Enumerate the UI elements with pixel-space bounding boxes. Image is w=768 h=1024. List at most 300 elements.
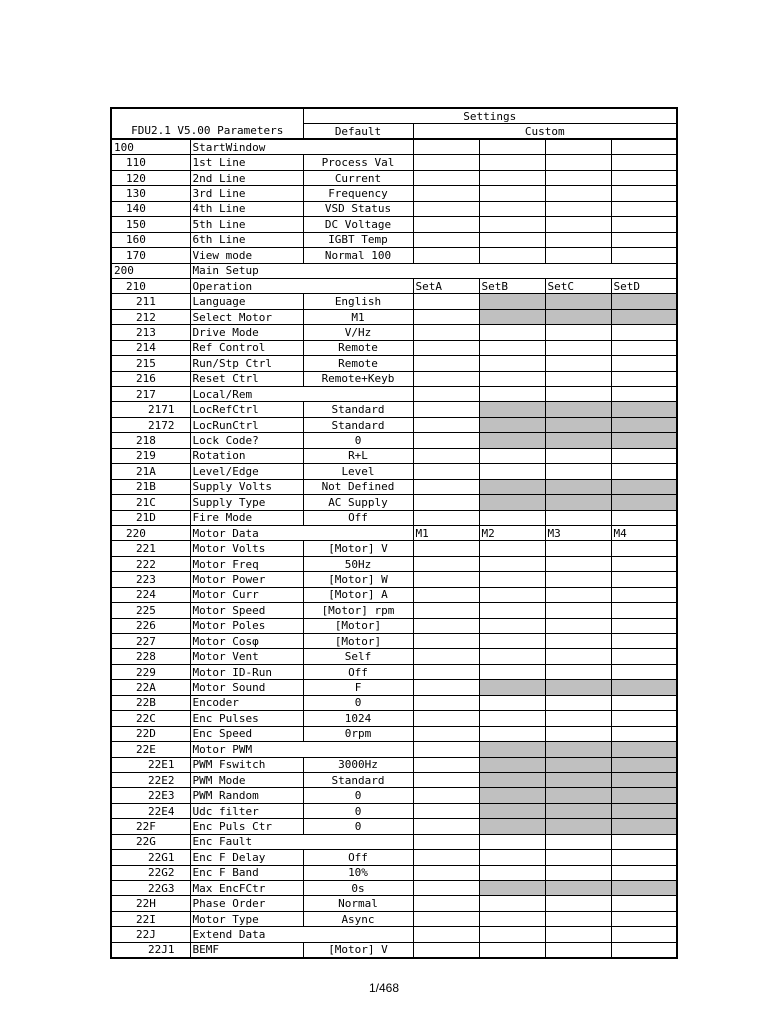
table-row (111, 788, 677, 803)
custom-cell (545, 217, 611, 232)
custom-cell (611, 603, 677, 618)
custom-cell (611, 757, 677, 772)
table-row (111, 819, 677, 834)
table-row (111, 896, 677, 911)
custom-cell (611, 417, 677, 432)
table-row (111, 201, 677, 216)
table-row (111, 834, 677, 849)
custom-cell (413, 664, 479, 679)
custom-cell (611, 387, 677, 402)
table-row (111, 772, 677, 787)
parameter-code: 214 (111, 340, 190, 355)
header-row-columns (111, 124, 677, 140)
table-row (111, 248, 677, 263)
parameter-name: Max EncFCtr (190, 881, 303, 896)
table-row (111, 186, 677, 201)
parameter-code: 222 (111, 556, 190, 571)
default-value: Off (303, 850, 413, 865)
custom-cell (611, 495, 677, 510)
custom-cell (545, 927, 611, 942)
parameter-name: PWM Random (190, 788, 303, 803)
table-row (111, 170, 677, 185)
custom-cell (545, 618, 611, 633)
default-value: VSD Status (303, 201, 413, 216)
custom-cell (479, 618, 545, 633)
parameter-code: 22G (111, 834, 190, 849)
custom-cell (545, 248, 611, 263)
set-header: SetB (479, 278, 545, 293)
parameter-code: 160 (111, 232, 190, 247)
default-value: 50Hz (303, 556, 413, 571)
table-row (111, 541, 677, 556)
table-row (111, 726, 677, 741)
parameter-code: 221 (111, 541, 190, 556)
custom-cell (479, 448, 545, 463)
custom-cell (545, 510, 611, 525)
custom-cell (413, 556, 479, 571)
default-value: Off (303, 510, 413, 525)
table-row (111, 278, 677, 293)
table-row (111, 155, 677, 170)
parameter-code: 22G3 (111, 881, 190, 896)
custom-cell (611, 170, 677, 185)
parameter-name: Ref Control (190, 340, 303, 355)
parameter-code: 21B (111, 479, 190, 494)
custom-cell (413, 417, 479, 432)
custom-cell (413, 309, 479, 324)
custom-cell (611, 510, 677, 525)
custom-cell (413, 587, 479, 602)
default-value: Normal 100 (303, 248, 413, 263)
table-row (111, 464, 677, 479)
custom-cell (413, 479, 479, 494)
custom-cell (545, 803, 611, 818)
custom-cell (479, 556, 545, 571)
default-value: 0 (303, 788, 413, 803)
custom-cell (479, 603, 545, 618)
set-header: M3 (545, 525, 611, 540)
parameter-code: 218 (111, 433, 190, 448)
custom-cell (479, 232, 545, 247)
table-row (111, 572, 677, 587)
custom-cell (413, 649, 479, 664)
custom-cell (413, 680, 479, 695)
parameter-name: StartWindow (190, 139, 413, 155)
set-header: SetD (611, 278, 677, 293)
custom-cell (545, 340, 611, 355)
parameter-name: Motor Sound (190, 680, 303, 695)
parameter-code: 150 (111, 217, 190, 232)
table-row (111, 556, 677, 571)
custom-cell (545, 726, 611, 741)
custom-cell (545, 634, 611, 649)
custom-cell (545, 757, 611, 772)
table-row (111, 634, 677, 649)
parameter-name: Fire Mode (190, 510, 303, 525)
custom-cell (479, 865, 545, 880)
parameter-code: 22J (111, 927, 190, 942)
default-value: F (303, 680, 413, 695)
custom-cell (413, 572, 479, 587)
parameter-name: LocRunCtrl (190, 417, 303, 432)
parameter-code: 22E4 (111, 803, 190, 818)
default-value: IGBT Temp (303, 232, 413, 247)
custom-cell (545, 495, 611, 510)
custom-cell (413, 139, 479, 155)
custom-cell (545, 896, 611, 911)
custom-cell (479, 417, 545, 432)
custom-cell (413, 402, 479, 417)
parameter-name: Select Motor (190, 309, 303, 324)
default-value: English (303, 294, 413, 309)
custom-cell (611, 186, 677, 201)
custom-cell (611, 448, 677, 463)
parameter-code: 22E2 (111, 772, 190, 787)
parameter-name: 2nd Line (190, 170, 303, 185)
table-row (111, 742, 677, 757)
parameter-code: 22B (111, 695, 190, 710)
parameter-name: Motor ID-Run (190, 664, 303, 679)
custom-cell (413, 217, 479, 232)
parameter-code: 130 (111, 186, 190, 201)
custom-cell (479, 726, 545, 741)
custom-cell (413, 294, 479, 309)
parameter-name: Enc Speed (190, 726, 303, 741)
custom-cell (545, 834, 611, 849)
custom-cell (545, 479, 611, 494)
parameter-name: Supply Type (190, 495, 303, 510)
custom-cell (611, 618, 677, 633)
custom-cell (545, 448, 611, 463)
default-value: AC Supply (303, 495, 413, 510)
default-value: Process Val (303, 155, 413, 170)
table-row (111, 911, 677, 926)
custom-cell (479, 772, 545, 787)
parameter-code: 140 (111, 201, 190, 216)
custom-cell (611, 695, 677, 710)
parameter-name: Rotation (190, 448, 303, 463)
table-row (111, 664, 677, 679)
custom-cell (611, 587, 677, 602)
custom-cell (479, 834, 545, 849)
parameter-name: 1st Line (190, 155, 303, 170)
default-value: Remote+Keyb (303, 371, 413, 386)
custom-cell (413, 155, 479, 170)
custom-cell (413, 618, 479, 633)
custom-cell (479, 942, 545, 958)
custom-cell (611, 139, 677, 155)
parameter-name: BEMF (190, 942, 303, 958)
custom-cell (545, 649, 611, 664)
custom-cell (545, 587, 611, 602)
default-value: 0 (303, 695, 413, 710)
table-row (111, 495, 677, 510)
parameter-name: Motor PWM (190, 742, 413, 757)
parameter-code: 213 (111, 325, 190, 340)
custom-cell (611, 772, 677, 787)
table-row (111, 356, 677, 371)
custom-cell (611, 340, 677, 355)
parameter-name: Motor Vent (190, 649, 303, 664)
table-row (111, 927, 677, 942)
table-row (111, 232, 677, 247)
table-row (111, 680, 677, 695)
table-row (111, 881, 677, 896)
custom-cell (479, 170, 545, 185)
set-header: SetA (413, 278, 479, 293)
parameter-name: Enc Puls Ctr (190, 819, 303, 834)
page-number: 1/468 (368, 981, 400, 995)
custom-cell (479, 896, 545, 911)
default-value: 0s (303, 881, 413, 896)
default-value: 3000Hz (303, 757, 413, 772)
header-row-settings (111, 108, 677, 124)
default-value: [Motor] (303, 634, 413, 649)
custom-cell (545, 772, 611, 787)
custom-cell (611, 927, 677, 942)
custom-cell (479, 695, 545, 710)
default-value: Level (303, 464, 413, 479)
settings-header: Settings (303, 108, 677, 124)
default-value: 0rpm (303, 726, 413, 741)
parameter-name: 6th Line (190, 232, 303, 247)
custom-cell (611, 942, 677, 958)
custom-cell (611, 572, 677, 587)
custom-cell (611, 865, 677, 880)
custom-cell (545, 881, 611, 896)
parameter-name: Run/Stp Ctrl (190, 356, 303, 371)
default-value: V/Hz (303, 325, 413, 340)
custom-cell (611, 850, 677, 865)
parameter-code: 22H (111, 896, 190, 911)
default-value: Current (303, 170, 413, 185)
table-row (111, 309, 677, 324)
custom-cell (545, 371, 611, 386)
custom-cell (611, 726, 677, 741)
table-title: FDU2.1 V5.00 Parameters (111, 124, 303, 140)
parameter-code: 21D (111, 510, 190, 525)
custom-cell (611, 356, 677, 371)
table-row (111, 649, 677, 664)
parameter-code: 22E1 (111, 757, 190, 772)
parameter-name: 4th Line (190, 201, 303, 216)
custom-cell (413, 541, 479, 556)
table-row (111, 587, 677, 602)
custom-cell (611, 309, 677, 324)
custom-cell (413, 340, 479, 355)
set-header: SetC (545, 278, 611, 293)
parameter-name: Operation (190, 278, 413, 293)
table-row (111, 603, 677, 618)
custom-cell (611, 201, 677, 216)
custom-cell (611, 711, 677, 726)
parameter-code: 227 (111, 634, 190, 649)
custom-cell (413, 757, 479, 772)
custom-cell (479, 201, 545, 216)
custom-cell (611, 402, 677, 417)
custom-cell (545, 309, 611, 324)
custom-cell (413, 772, 479, 787)
parameter-code: 22C (111, 711, 190, 726)
custom-cell (611, 834, 677, 849)
custom-cell (611, 803, 677, 818)
custom-cell (479, 248, 545, 263)
parameter-name: Motor Power (190, 572, 303, 587)
table-row (111, 525, 677, 540)
parameter-name: Enc Pulses (190, 711, 303, 726)
custom-cell (413, 788, 479, 803)
parameter-name: Phase Order (190, 896, 303, 911)
header-blank-cell (111, 108, 303, 124)
set-header: M4 (611, 525, 677, 540)
custom-cell (611, 155, 677, 170)
default-value: Remote (303, 356, 413, 371)
custom-cell (545, 402, 611, 417)
default-value: R+L (303, 448, 413, 463)
default-value: Normal (303, 896, 413, 911)
custom-cell (479, 510, 545, 525)
custom-cell (479, 850, 545, 865)
table-row (111, 865, 677, 880)
custom-cell (479, 788, 545, 803)
default-value: Async (303, 911, 413, 926)
custom-cell (479, 819, 545, 834)
custom-cell (545, 911, 611, 926)
custom-cell (413, 834, 479, 849)
parameter-name: Language (190, 294, 303, 309)
custom-cell (479, 495, 545, 510)
custom-cell (545, 232, 611, 247)
set-header: M2 (479, 525, 545, 540)
custom-cell (479, 479, 545, 494)
custom-cell (413, 356, 479, 371)
table-row (111, 448, 677, 463)
table-row (111, 711, 677, 726)
parameter-code: 120 (111, 170, 190, 185)
parameter-name: Lock Code? (190, 433, 303, 448)
parameter-code: 100 (111, 139, 190, 155)
parameter-name: Enc Fault (190, 834, 413, 849)
custom-cell (479, 757, 545, 772)
custom-cell (611, 649, 677, 664)
custom-cell (545, 556, 611, 571)
custom-cell (545, 742, 611, 757)
default-value: [Motor] rpm (303, 603, 413, 618)
default-value: Standard (303, 417, 413, 432)
table-row (111, 325, 677, 340)
custom-cell (413, 896, 479, 911)
custom-cell (479, 294, 545, 309)
custom-cell (545, 541, 611, 556)
custom-cell (611, 819, 677, 834)
custom-cell (611, 371, 677, 386)
default-value: 10% (303, 865, 413, 880)
custom-cell (413, 695, 479, 710)
set-header: M1 (413, 525, 479, 540)
default-value: Not Defined (303, 479, 413, 494)
default-value: [Motor] V (303, 541, 413, 556)
custom-cell (479, 911, 545, 926)
parameter-code: 22A (111, 680, 190, 695)
custom-cell (479, 402, 545, 417)
default-header: Default (303, 124, 413, 140)
parameter-name: Motor Curr (190, 587, 303, 602)
custom-cell (611, 217, 677, 232)
parameter-name: Udc filter (190, 803, 303, 818)
custom-cell (545, 387, 611, 402)
parameter-code: 2172 (111, 417, 190, 432)
parameter-table (110, 107, 678, 959)
parameter-code: 215 (111, 356, 190, 371)
custom-cell (611, 479, 677, 494)
custom-cell (413, 881, 479, 896)
parameter-code: 216 (111, 371, 190, 386)
custom-cell (611, 232, 677, 247)
custom-cell (479, 387, 545, 402)
custom-cell (413, 726, 479, 741)
parameter-name: Supply Volts (190, 479, 303, 494)
parameter-code: 228 (111, 649, 190, 664)
custom-cell (413, 371, 479, 386)
parameter-code: 229 (111, 664, 190, 679)
parameter-name: Motor Freq (190, 556, 303, 571)
custom-cell (413, 433, 479, 448)
custom-cell (479, 325, 545, 340)
default-value: Remote (303, 340, 413, 355)
table-row (111, 757, 677, 772)
custom-cell (479, 309, 545, 324)
parameter-name: Motor Speed (190, 603, 303, 618)
custom-cell (413, 510, 479, 525)
default-value: Standard (303, 772, 413, 787)
custom-cell (545, 201, 611, 216)
custom-cell (479, 139, 545, 155)
parameter-code: 22J1 (111, 942, 190, 958)
custom-cell (413, 448, 479, 463)
custom-cell (413, 232, 479, 247)
parameter-name: PWM Fswitch (190, 757, 303, 772)
custom-cell (479, 217, 545, 232)
custom-cell (413, 711, 479, 726)
default-value: 1024 (303, 711, 413, 726)
custom-cell (545, 680, 611, 695)
default-value: Off (303, 664, 413, 679)
table-row (111, 618, 677, 633)
parameter-code: 22E (111, 742, 190, 757)
custom-cell (611, 325, 677, 340)
custom-cell (545, 865, 611, 880)
custom-cell (545, 664, 611, 679)
custom-cell (545, 325, 611, 340)
custom-cell (545, 850, 611, 865)
custom-cell (479, 340, 545, 355)
parameter-code: 219 (111, 448, 190, 463)
parameter-code: 226 (111, 618, 190, 633)
table-row (111, 695, 677, 710)
parameter-name: LocRefCtrl (190, 402, 303, 417)
custom-cell (545, 942, 611, 958)
custom-cell (545, 433, 611, 448)
custom-cell (479, 155, 545, 170)
parameter-name: Motor Data (190, 525, 413, 540)
custom-cell (611, 881, 677, 896)
table-row (111, 217, 677, 232)
custom-cell (413, 927, 479, 942)
custom-cell (413, 742, 479, 757)
parameter-code: 22G1 (111, 850, 190, 865)
parameter-name: Drive Mode (190, 325, 303, 340)
custom-cell (413, 387, 479, 402)
